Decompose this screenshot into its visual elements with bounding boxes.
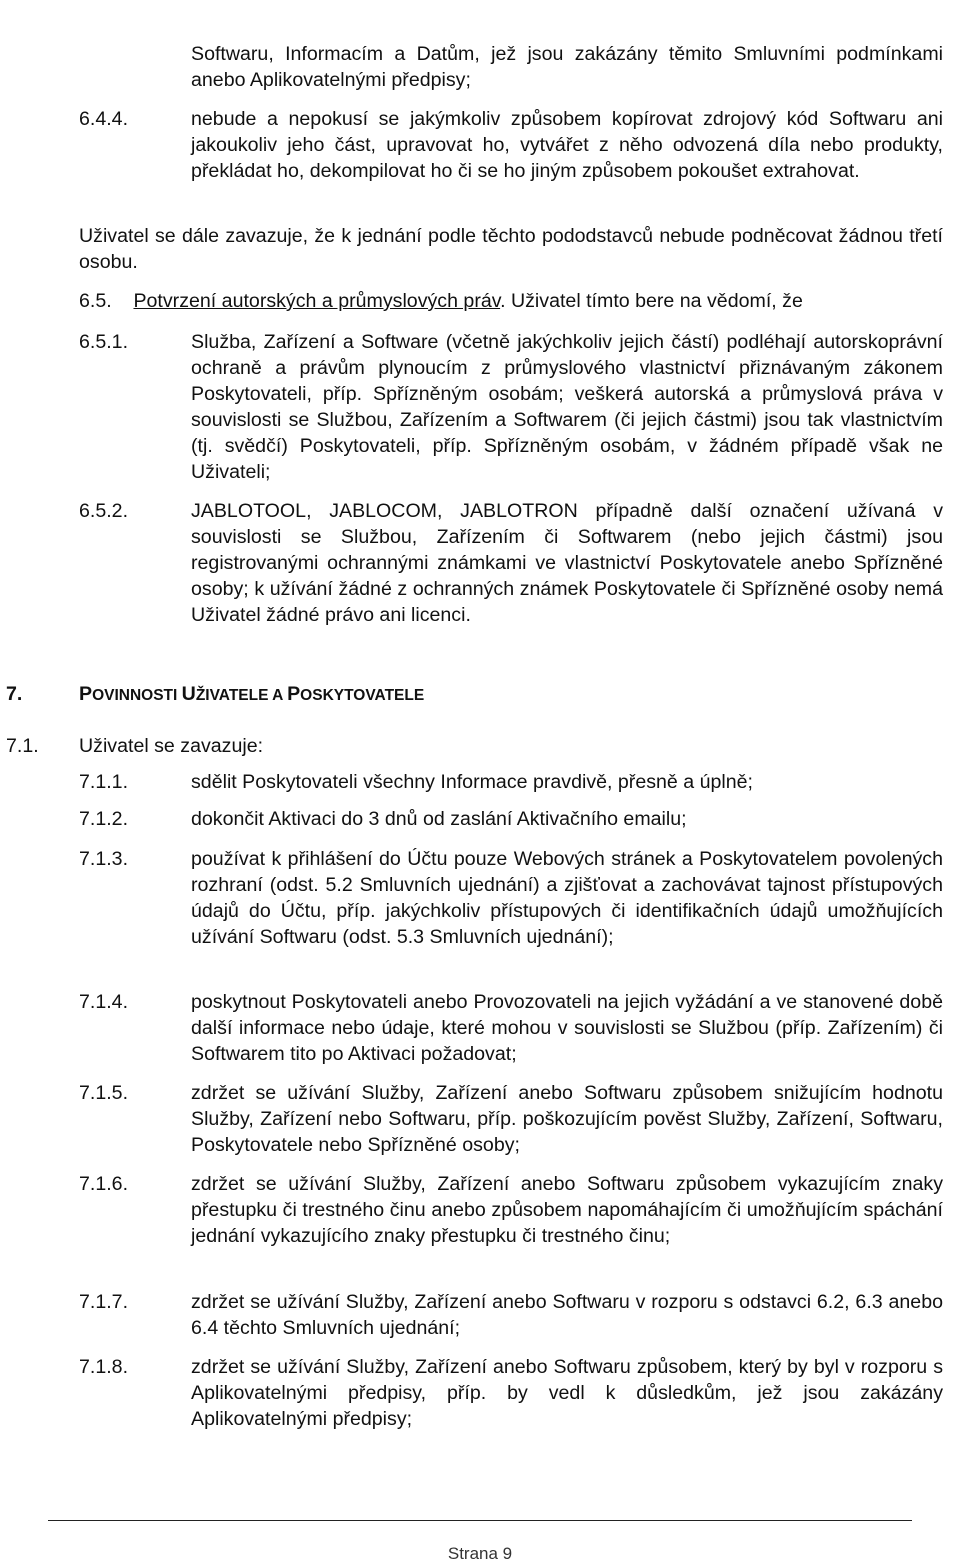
section-text-7-1: Uživatel se zavazuje:: [79, 735, 264, 757]
section-intro-6-5: . Uživatel tímto bere na vědomí, že: [500, 290, 803, 312]
item-number: 7.1.6.: [79, 1173, 129, 1195]
item-text: dokončit Aktivaci do 3 dnů od zaslání Aktivačního emailu;: [191, 808, 687, 830]
item-number: 7.1.1.: [79, 771, 129, 793]
clause-text-6-5-2: JABLOTOOL, JABLOCOM, JABLOTRON případně další označení užívaná v souvislosti se Službou, Zařízením či Softwarem (nebo jejich částmi) jsou registrovanými ochrannými známkami ve vlastnictví Poskytovatele anebo Spřízněné osoby; k užívání žádné z ochranných známek Poskytovatele či Spřízněné osoby nemá Uživatel žádné právo ani licenci.: [191, 500, 943, 626]
title-part: P: [79, 683, 93, 705]
clause-text-6-5-1: Služba, Zařízení a Software (včetně jakýchkoliv jejich částí) podléhají autorskoprávní ochraně a právům plynoucím z průmyslového vlastnictví přiznávaným zákonem Poskytovateli, příp. Spřízněným osobám; veškerá autorská a průmyslová práva v souvislosti se Službou, Zařízením a Softwarem (či jejich částmi) jsou tak vlastnictvím (tj. svědčí) Poskytovateli, příp. Spřízněným osobám, v žádném případě však ne Uživateli;: [191, 331, 943, 483]
item-number: 7.1.3.: [79, 848, 129, 870]
item-text: zdržet se užívání Služby, Zařízení anebo Softwaru způsobem vykazujícím znaky přestupku či trestného činu anebo způsobem napomáhajícím či umožňujícím spáchání jednání vykazujícího znaky přestupku či trestného činu;: [191, 1173, 943, 1247]
title-part: P: [287, 683, 301, 705]
title-part: U: [181, 683, 196, 705]
item-number: 7.1.4.: [79, 991, 129, 1013]
section-number-7-1: 7.1.: [6, 735, 39, 757]
clause-number-6-5-1: 6.5.1.: [79, 331, 129, 353]
section-title-7: [79, 681, 424, 709]
item-number: 7.1.2.: [79, 808, 129, 830]
title-part: OVINNOSTI: [92, 687, 182, 704]
clause-number-6-5-2: 6.5.2.: [79, 500, 129, 522]
clause-number-6-4-4: 6.4.4.: [79, 108, 129, 130]
item-text: sdělit Poskytovateli všechny Informace pravdivě, přesně a úplně;: [191, 771, 753, 793]
item-text: zdržet se užívání Služby, Zařízení anebo Softwaru způsobem snižujícím hodnotu Služby, Zařízení nebo Softwaru, příp. poškozujícím pověst Služby, Zařízení, Softwaru, Poskytovatele nebo Spřízněné osoby;: [191, 1082, 943, 1156]
item-number: 7.1.8.: [79, 1356, 129, 1378]
clause-text-6-4-4: nebude a nepokusí se jakýmkoliv způsobem kopírovat zdrojový kód Softwaru ani jakoukoliv jeho část, upravovat ho, vytvářet z něho odvozená díla nebo produkty, překládat ho, dekompilovat ho či se ho jiným způsobem pokoušet extrahovat.: [191, 108, 943, 182]
item-number: 7.1.7.: [79, 1291, 129, 1313]
footer-divider: [48, 1520, 912, 1521]
item-text: zdržet se užívání Služby, Zařízení anebo Softwaru v rozporu s odstavci 6.2, 6.3 anebo 6.4 těchto Smluvních ujednání;: [191, 1291, 943, 1339]
carryover-paragraph: Softwaru, Informacím a Datům, jež jsou zakázány těmito Smluvními podmínkami anebo Aplikovatelnými předpisy;: [191, 43, 943, 91]
section-number-6-5: 6.5.: [79, 290, 112, 312]
item-text: zdržet se užívání Služby, Zařízení anebo Softwaru způsobem, který by byl v rozporu s Aplikovatelnými předpisy, příp. by vedl k důsledkům, jež jsou zakázány Aplikovatelnými předpisy;: [191, 1356, 943, 1430]
page-number: Strana 9: [447, 1544, 513, 1563]
title-part: OSKYTOVATELE: [300, 687, 425, 704]
item-number: 7.1.5.: [79, 1082, 129, 1104]
item-text: používat k přihlášení do Účtu pouze Webových stránek a Poskytovatelem povolených rozhraní (odst. 5.2 Smluvních ujednání) a zjišťovat a zachovávat tajnost přístupových údajů do Účtu, příp. jakýchkoliv přístupových či identifikačních údajů umožňujících užívání Softwaru (odst. 5.3 Smluvních ujednání);: [191, 848, 943, 948]
paragraph-6-4-closing: Uživatel se dále zavazuje, že k jednání podle těchto pododstavců nebude podněcovat žádnou třetí osobu.: [79, 225, 943, 273]
item-text: poskytnout Poskytovateli anebo Provozovateli na jejich vyžádání a ve stanovené době další informace nebo údaje, které mohou v souvislosti se Službou (příp. Zařízením) či Softwarem tito po Aktivaci požadovat;: [191, 991, 943, 1065]
section-6-5-line: [79, 288, 803, 314]
section-title-6-5: Potvrzení autorských a průmyslových práv: [133, 290, 501, 312]
section-number-7: 7.: [6, 683, 23, 705]
title-part: ŽIVATELE A: [195, 687, 288, 704]
